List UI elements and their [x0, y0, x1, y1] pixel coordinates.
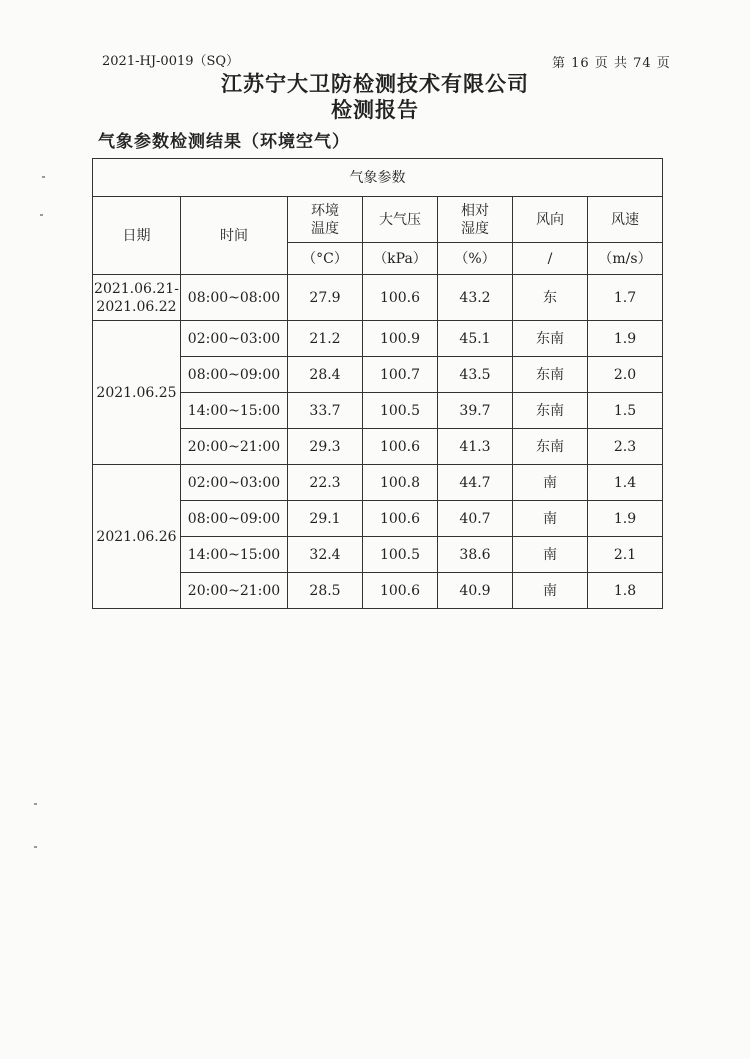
report-title: 检测报告 [331, 97, 419, 122]
wind-speed-cell: 1.5 [588, 393, 663, 429]
header-wind-direction: 风向 [513, 197, 588, 243]
temperature-cell: 28.4 [288, 357, 363, 393]
wind-speed-cell: 1.9 [588, 321, 663, 357]
wind-direction-cell: 南 [513, 465, 588, 501]
temperature-cell: 32.4 [288, 537, 363, 573]
header-wind-speed: 风速 [588, 197, 663, 243]
date-cell: 2021.06.21- 2021.06.22 [93, 275, 181, 321]
humidity-cell: 40.9 [438, 573, 513, 609]
wind-direction-cell: 东南 [513, 393, 588, 429]
company-name: 江苏宁大卫防检测技术有限公司 [221, 71, 529, 96]
humidity-cell: 40.7 [438, 501, 513, 537]
wind-speed-cell: 1.8 [588, 573, 663, 609]
pressure-cell: 100.7 [363, 357, 438, 393]
wind-direction-cell: 东南 [513, 429, 588, 465]
section-title: 气象参数检测结果（环境空气） [98, 132, 350, 152]
wind-direction-cell: 东南 [513, 321, 588, 357]
pressure-cell: 100.6 [363, 573, 438, 609]
time-cell: 20:00~21:00 [181, 429, 288, 465]
document-id: 2021-HJ-0019（SQ） [102, 54, 240, 69]
temperature-cell: 28.5 [288, 573, 363, 609]
header-time: 时间 [181, 197, 288, 275]
date-cell: 2021.06.25 [93, 321, 181, 465]
time-cell: 08:00~09:00 [181, 501, 288, 537]
wind-direction-cell: 南 [513, 501, 588, 537]
wind-direction-cell: 东南 [513, 357, 588, 393]
time-cell: 02:00~03:00 [181, 465, 288, 501]
time-cell: 20:00~21:00 [181, 573, 288, 609]
scan-speck [42, 176, 45, 178]
scan-speck [34, 846, 37, 848]
humidity-cell: 44.7 [438, 465, 513, 501]
pressure-cell: 100.5 [363, 537, 438, 573]
pressure-cell: 100.6 [363, 275, 438, 321]
pressure-cell: 100.8 [363, 465, 438, 501]
date-cell: 2021.06.26 [93, 465, 181, 609]
temperature-cell: 29.3 [288, 429, 363, 465]
table-row [93, 275, 663, 321]
humidity-cell: 38.6 [438, 537, 513, 573]
wind-direction-cell: 东 [513, 275, 588, 321]
header-humidity: 相对 湿度 [438, 197, 513, 243]
wind-speed-cell: 1.9 [588, 501, 663, 537]
humidity-cell: 43.2 [438, 275, 513, 321]
unit-wind-speed: （m/s） [588, 243, 663, 275]
time-cell: 02:00~03:00 [181, 321, 288, 357]
wind-speed-cell: 2.0 [588, 357, 663, 393]
weather-parameters-table [92, 158, 663, 609]
wind-speed-cell: 1.4 [588, 465, 663, 501]
unit-humidity: （%） [438, 243, 513, 275]
time-cell: 14:00~15:00 [181, 393, 288, 429]
temperature-cell: 21.2 [288, 321, 363, 357]
wind-direction-cell: 南 [513, 537, 588, 573]
humidity-cell: 43.5 [438, 357, 513, 393]
scan-speck [34, 803, 37, 805]
wind-speed-cell: 2.1 [588, 537, 663, 573]
header-temperature: 环境 温度 [288, 197, 363, 243]
wind-speed-cell: 2.3 [588, 429, 663, 465]
wind-direction-cell: 南 [513, 573, 588, 609]
humidity-cell: 41.3 [438, 429, 513, 465]
header-pressure: 大气压 [363, 197, 438, 243]
table-group-header: 气象参数 [93, 159, 663, 197]
temperature-cell: 29.1 [288, 501, 363, 537]
temperature-cell: 33.7 [288, 393, 363, 429]
temperature-cell: 27.9 [288, 275, 363, 321]
scan-speck [40, 214, 43, 216]
temperature-cell: 22.3 [288, 465, 363, 501]
header-date: 日期 [93, 197, 181, 275]
page-number: 第 16 页 共 74 页 [552, 56, 671, 71]
table-row [93, 321, 663, 357]
unit-wind-direction: / [513, 243, 588, 275]
time-cell: 14:00~15:00 [181, 537, 288, 573]
wind-speed-cell: 1.7 [588, 275, 663, 321]
humidity-cell: 45.1 [438, 321, 513, 357]
humidity-cell: 39.7 [438, 393, 513, 429]
pressure-cell: 100.5 [363, 393, 438, 429]
pressure-cell: 100.9 [363, 321, 438, 357]
table-row [93, 465, 663, 501]
time-cell: 08:00~09:00 [181, 357, 288, 393]
unit-pressure: （kPa） [363, 243, 438, 275]
unit-temperature: （°C） [288, 243, 363, 275]
time-cell: 08:00~08:00 [181, 275, 288, 321]
pressure-cell: 100.6 [363, 501, 438, 537]
pressure-cell: 100.6 [363, 429, 438, 465]
